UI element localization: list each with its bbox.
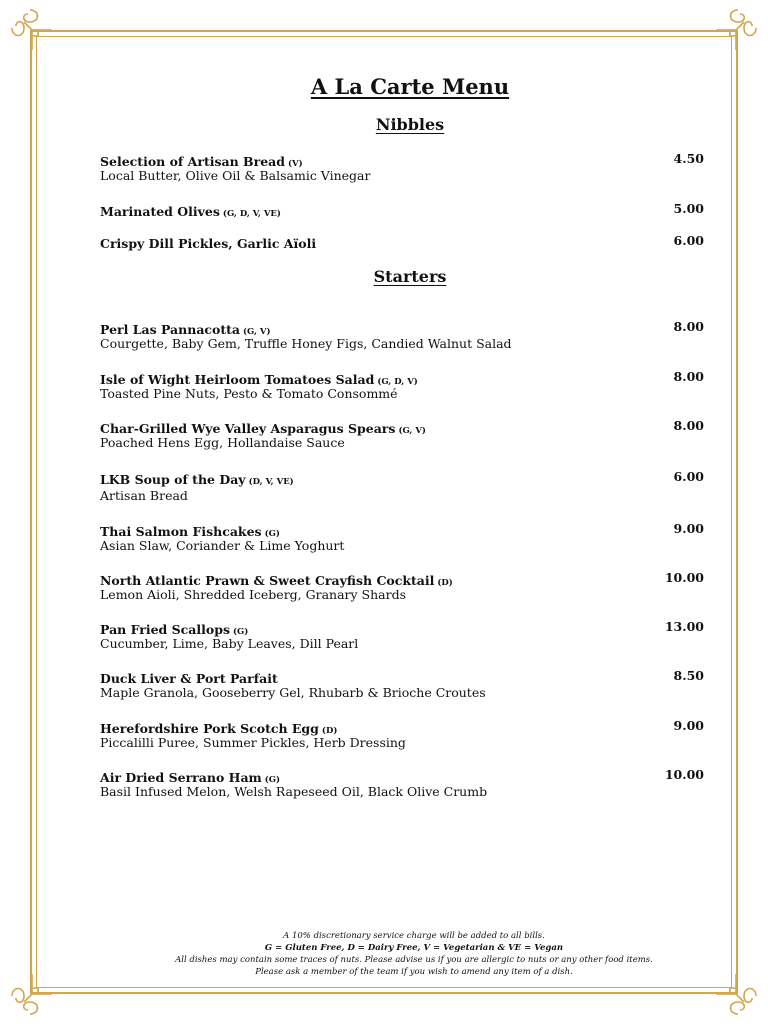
- item-dietary-tags: (D): [437, 578, 453, 588]
- item-price: 10.00: [664, 570, 704, 585]
- item-name: Duck Liver & Port Parfait: [100, 671, 278, 686]
- item-name: Herefordshire Pork Scotch Egg: [100, 721, 319, 736]
- item-name: LKB Soup of the Day: [100, 472, 246, 487]
- item-dietary-tags: (D): [321, 726, 338, 736]
- item-name: Char-Grilled Wye Valley Asparagus Spears: [100, 421, 396, 436]
- section-heading-nibbles: Nibbles: [375, 115, 445, 134]
- item-name: Pan Fried Scallops: [100, 622, 230, 637]
- menu-item: [100, 619, 704, 651]
- menu-item: [100, 767, 704, 799]
- menu-item: [100, 418, 704, 450]
- menu-item: [100, 201, 704, 218]
- menu-item: [100, 319, 704, 351]
- item-price: 13.00: [664, 619, 704, 634]
- item-name: Perl Las Pannacotta: [100, 322, 241, 337]
- item-description: Poached Hens Egg, Hollandaise Sauce: [100, 435, 345, 450]
- item-name: Thai Salmon Fishcakes: [100, 524, 262, 539]
- item-name: Crispy Dill Pickles, Garlic Aïoli: [100, 236, 317, 251]
- item-description: Piccalilli Puree, Summer Pickles, Herb Dressing: [100, 735, 406, 750]
- item-dietary-tags: (D, V, VE): [248, 477, 294, 487]
- item-description: Courgette, Baby Gem, Truffle Honey Figs, Candied Walnut Salad: [100, 336, 512, 351]
- item-dietary-tags: (G): [233, 627, 249, 637]
- item-dietary-tags: (V): [288, 159, 303, 169]
- menu-item: [100, 570, 704, 602]
- item-description: Artisan Bread: [100, 488, 188, 503]
- item-price: 8.00: [673, 369, 704, 384]
- menu-item: [100, 369, 704, 401]
- item-price: 6.00: [673, 469, 704, 484]
- item-description: Lemon Aioli, Shredded Iceberg, Granary Shards: [100, 587, 406, 602]
- menu-item: [100, 151, 704, 183]
- item-dietary-tags: (G, V): [243, 327, 271, 337]
- item-dietary-tags: (G): [264, 775, 281, 785]
- item-description: Local Butter, Olive Oil & Balsamic Vinegar: [100, 168, 371, 183]
- item-price: 4.50: [673, 151, 704, 166]
- item-price: 6.00: [673, 233, 704, 248]
- item-dietary-tags: (G, D, V): [377, 377, 418, 387]
- item-name: Selection of Artisan Bread: [100, 154, 285, 169]
- service-charge-note: A 10% discretionary service charge will be added to all bills.: [283, 931, 545, 941]
- item-description: Asian Slaw, Coriander & Lime Yoghurt: [100, 538, 345, 553]
- menu-item: [100, 233, 704, 250]
- amend-dish-note: Please ask a member of the team if you wish to amend any item of a dish.: [255, 967, 573, 977]
- corner-ornament-icon: [710, 6, 760, 56]
- dietary-legend: G = Gluten Free, D = Dairy Free, V = Vegetarian & VE = Vegan: [264, 943, 564, 953]
- item-name: Marinated Olives: [100, 204, 220, 219]
- item-price: 5.00: [673, 201, 704, 216]
- menu-item: [100, 469, 704, 503]
- menu-item: [100, 521, 704, 553]
- allergen-note: All dishes may contain some traces of nuts. Please advise us if you are allergic to nuts or any other food items.: [175, 955, 653, 965]
- corner-ornament-icon: [8, 6, 58, 56]
- item-name: Air Dried Serrano Ham: [100, 770, 262, 785]
- item-name: North Atlantic Prawn & Sweet Crayfish Cocktail: [100, 573, 435, 588]
- item-price: 8.00: [673, 418, 704, 433]
- menu-item: [100, 668, 704, 700]
- item-price: 9.00: [673, 718, 704, 733]
- item-description: Cucumber, Lime, Baby Leaves, Dill Pearl: [100, 636, 359, 651]
- menu-footer-notes: [0, 930, 768, 978]
- item-description: Toasted Pine Nuts, Pesto & Tomato Consommé: [100, 386, 398, 401]
- item-price: 10.00: [664, 767, 704, 782]
- item-price: 9.00: [673, 521, 704, 536]
- item-dietary-tags: (G, D, V, VE): [222, 209, 281, 219]
- item-price: 8.00: [673, 319, 704, 334]
- item-dietary-tags: (G, V): [398, 426, 426, 436]
- item-description: Maple Granola, Gooseberry Gel, Rhubarb & Brioche Croutes: [100, 685, 486, 700]
- menu-item: [100, 718, 704, 750]
- item-dietary-tags: (G): [264, 529, 280, 539]
- item-price: 8.50: [673, 668, 704, 683]
- item-name: Isle of Wight Heirloom Tomatoes Salad: [100, 372, 375, 387]
- item-description: Basil Infused Melon, Welsh Rapeseed Oil, Black Olive Crumb: [100, 784, 488, 799]
- page-title: A La Carte Menu: [310, 74, 510, 99]
- section-heading-starters: Starters: [373, 267, 447, 286]
